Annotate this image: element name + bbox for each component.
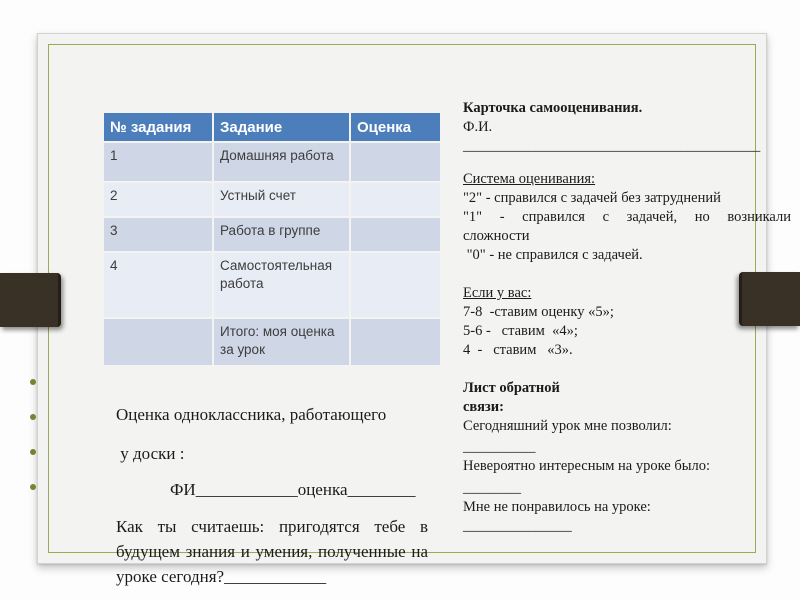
text-line: __________	[463, 439, 536, 455]
text-line: Система оценивания:	[463, 171, 596, 187]
table-header-row	[104, 113, 440, 141]
right-binder-tab	[739, 272, 800, 326]
cell-grade	[351, 253, 440, 317]
cell-grade	[351, 183, 440, 216]
text-line: Оценка одноклассника, работающего	[116, 405, 387, 424]
table-row	[104, 218, 440, 251]
text-line: ФИ____________оценка________	[170, 480, 416, 499]
cell-grade	[351, 319, 440, 365]
cell-task: Устный счет	[214, 183, 349, 216]
bullet-icon	[30, 449, 36, 455]
text-line: _______________	[463, 518, 572, 534]
column-header-grade: Оценка	[351, 113, 440, 141]
text-line: Карточка самооценивания.	[463, 100, 643, 116]
cell-grade	[351, 218, 440, 251]
cell-task-number: 4	[104, 253, 212, 317]
table-row	[104, 253, 440, 317]
cell-task: Самостоятельная работа	[214, 253, 349, 317]
text-line: Лист обратной	[463, 380, 560, 396]
text-line: Мне не понравилось на уроке:	[463, 499, 651, 515]
cell-task: Работа в группе	[214, 218, 349, 251]
cell-task-number: 2	[104, 183, 212, 216]
text-line: 7-8 -ставим оценку «5»;	[463, 304, 614, 320]
cell-grade	[351, 143, 440, 181]
text-line: Невероятно интересным на уроке было:	[463, 458, 710, 474]
text-line: Сегодняшний урок мне позволил:	[463, 418, 672, 434]
cell-task: Итого: моя оценка за урок	[214, 319, 349, 365]
table-row	[104, 183, 440, 216]
cell-task-number: 3	[104, 218, 212, 251]
text-line: Как ты считаешь: пригодятся тебе в будущем знания и умения, полученные на уроке сегодня?____________	[116, 517, 433, 586]
text-line: сложности	[463, 228, 530, 244]
text-line: "2" - справился с задачей без затруднений	[463, 190, 721, 206]
bullet-icon	[30, 414, 36, 420]
table-row	[104, 319, 440, 365]
text-line: Ф.И.	[463, 119, 493, 135]
text-line: 5-6 - ставим «4»;	[463, 323, 578, 339]
score-table-body	[104, 143, 440, 365]
table-row	[104, 143, 440, 181]
cell-task-number: 1	[104, 143, 212, 181]
text-line: "0" - не справился с задачей.	[463, 247, 643, 263]
text-line: ________	[463, 480, 521, 496]
text-line: у доски :	[116, 444, 185, 463]
text-line: 4 - ставим «3».	[463, 342, 573, 358]
left-binder-tab	[0, 273, 61, 327]
self-assessment-table	[102, 111, 442, 367]
text-line: "1" - справился с задачей, но возникали	[463, 209, 791, 225]
bullet-icon	[30, 379, 36, 385]
peer-assessment-text-block	[116, 402, 433, 589]
slide-card	[37, 33, 791, 586]
text-line: связи:	[463, 399, 504, 415]
column-header-task: Задание	[214, 113, 349, 141]
cell-task: Домашняя работа	[214, 143, 349, 181]
column-header-task-number: № задания	[104, 113, 212, 141]
text-line: _________________________________________	[463, 138, 761, 154]
empty-bullet-list	[30, 379, 36, 519]
bullet-icon	[30, 484, 36, 490]
cell-task-number	[104, 319, 212, 365]
text-line: Если у вас:	[463, 285, 532, 301]
